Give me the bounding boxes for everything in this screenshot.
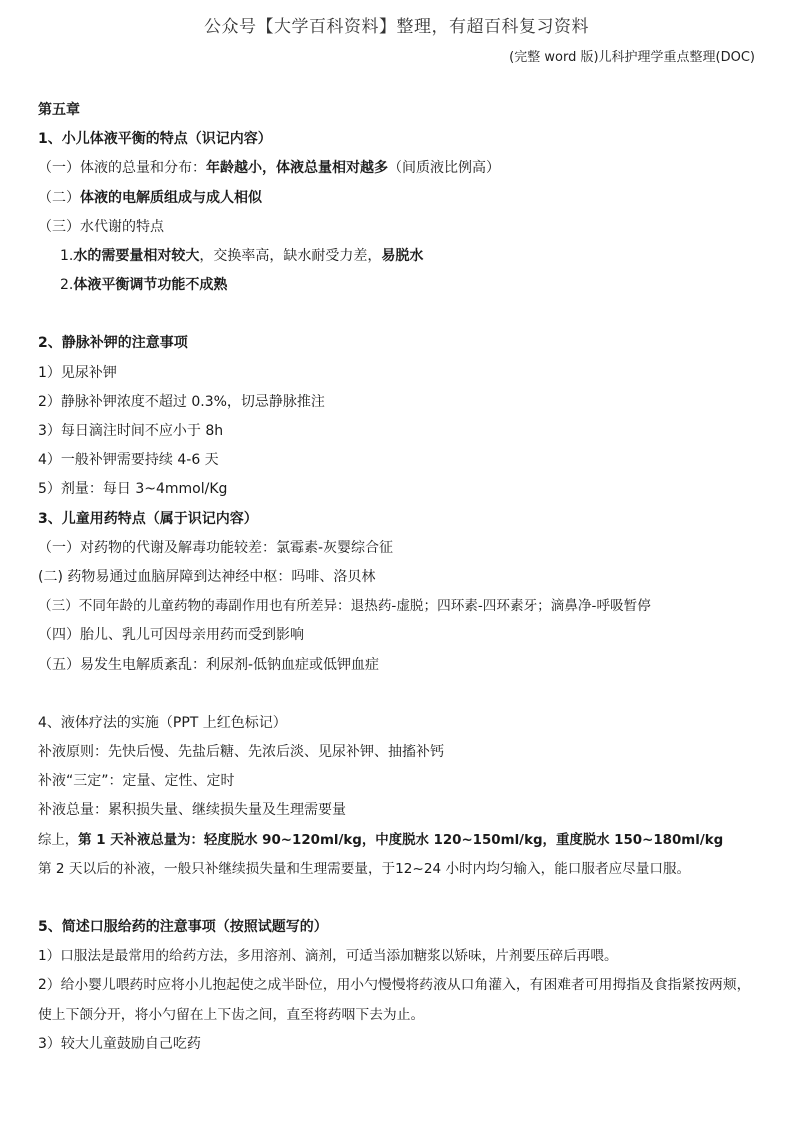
s1-l1-bold: 年龄越小，体液总量相对越多 [206, 160, 388, 177]
section-1-title: 1、小儿体液平衡的特点（识记内容） [38, 131, 272, 148]
s1-l5-bold: 体液平衡调节功能不成熟 [73, 277, 228, 294]
list-item: 2）给小婴儿喂药时应将小儿抱起使之成半卧位，用小勺慢慢将药液从口角灌入，有困难者可用拇指及食指紧按两颊，使上下颌分开，将小勺留在上下齿之间，直至将药咽下去为止。 [38, 977, 751, 1023]
s1-l1-pre: （一）体液的总量和分布： [38, 160, 206, 177]
list-item: 4）一般补钾需要持续 4-6 天 [38, 452, 219, 469]
spacer [38, 884, 758, 913]
section-2-title: 2、静脉补钾的注意事项 [38, 335, 188, 352]
s1-l4-pre: 1. [60, 248, 74, 265]
s4-day2: 第 2 天以后的补液，一般只补继续损失量和生理需要量，于12~24 小时内均匀输入，能口服者应尽量口服。 [38, 860, 691, 877]
s1-l2-bold: 体液的电解质组成与成人相似 [80, 189, 262, 206]
list-item: 3）较大儿童鼓励自己吃药 [38, 1035, 201, 1052]
s1-line-2 [38, 184, 758, 213]
chapter-heading: 第五章 [38, 102, 80, 118]
s1-l2-pre: （二） [38, 189, 80, 206]
document-body [38, 96, 758, 1059]
list-item: 1）见尿补钾 [38, 364, 117, 381]
s4-summary [38, 826, 758, 855]
spacer [38, 300, 758, 329]
s1-l1-post: （间质液比例高） [388, 160, 500, 177]
s1-l4-bold: 水的需要量相对较大 [73, 248, 200, 265]
list-item: (二) 药物易通过血脑屏障到达神经中枢：吗啡、洛贝林 [38, 569, 376, 586]
section-5-title: 5、简述口服给药的注意事项（按照试题写的） [38, 919, 328, 936]
list-item: （一）对药物的代谢及解毒功能较差：氯霉素-灰婴综合征 [38, 539, 394, 556]
s1-l5-pre: 2. [60, 277, 74, 294]
watermark-banner: 公众号【大学百科资料】整理，有超百科复习资料 [204, 17, 589, 37]
s1-line-5 [38, 271, 758, 300]
s1-l4-bold2: 易脱水 [381, 248, 424, 265]
s4-summary-pre: 综上， [38, 832, 79, 848]
section-4-title: 4、液体疗法的实施（PPT 上红色标记） [38, 714, 287, 731]
s4-summary-bold: 第 1 天补液总量为：轻度脱水 90~120ml/kg，中度脱水 120~150ml/kg，重度脱水 150~180ml/kg [78, 832, 724, 848]
list-item: （五）易发生电解质紊乱：利尿剂-低钠血症或低钾血症 [38, 656, 380, 673]
s1-l4-mid: ，交换率高，缺水耐受力差， [199, 248, 382, 265]
list-item: （三）不同年龄的儿童药物的毒副作用也有所差异：退热药-虚脱；四环素-四环素牙；滴鼻净-呼吸暂停 [38, 598, 651, 615]
list-item: 3）每日滴注时间不应小于 8h [38, 423, 224, 440]
list-item: 2）静脉补钾浓度不超过 0.3%，切忌静脉推注 [38, 393, 325, 410]
list-item: 1）口服法是最常用的给药方法，多用溶剂、滴剂，可适当添加糖浆以矫味，片剂要压碎后再喂。 [38, 948, 618, 965]
list-item: （四）胎儿、乳儿可因母亲用药而受到影响 [38, 627, 304, 644]
document-title: (完整 word 版)儿科护理学重点整理(DOC) [509, 50, 755, 65]
s1-line-4 [38, 242, 758, 271]
spacer [38, 680, 758, 709]
s1-line-3: （三）水代谢的特点 [38, 218, 164, 235]
list-item: 5）剂量：每日 3~4mmol/Kg [38, 481, 228, 498]
s1-line-1 [38, 154, 758, 183]
section-3-title: 3、儿童用药特点（属于识记内容） [38, 510, 258, 527]
list-item: 补液“三定”：定量、定性、定时 [38, 773, 235, 790]
list-item: 补液总量：累积损失量、继续损失量及生理需要量 [38, 802, 346, 819]
list-item: 补液原则：先快后慢、先盐后糖、先浓后淡、见尿补钾、抽搐补钙 [38, 744, 444, 761]
